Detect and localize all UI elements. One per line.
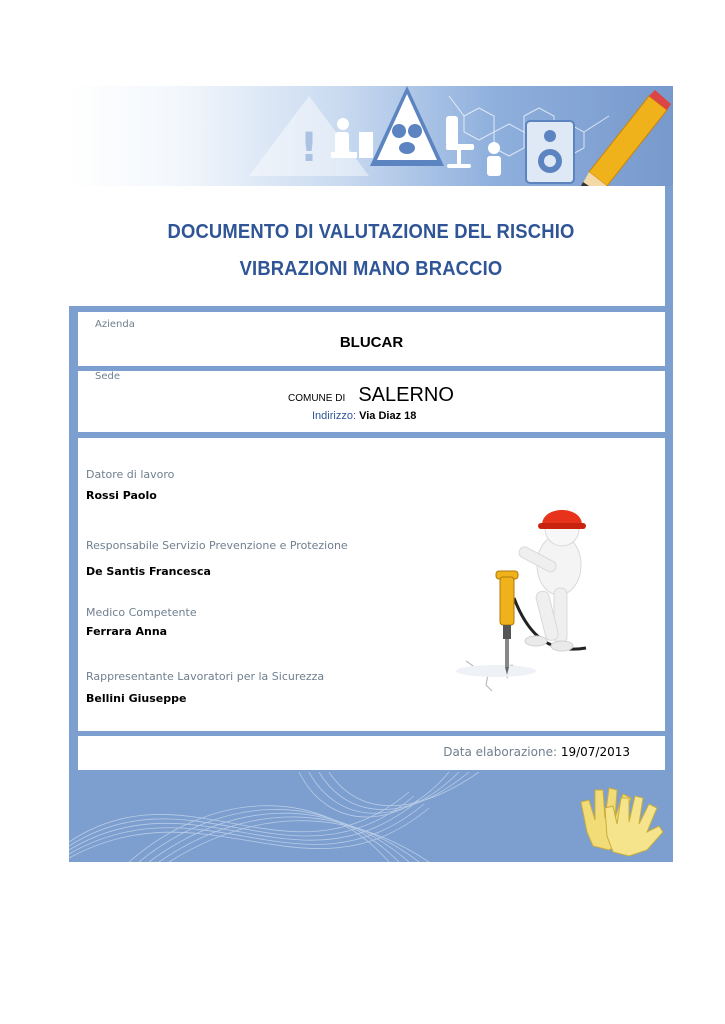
worker-icon <box>331 118 373 158</box>
chair-icon <box>446 116 474 168</box>
title-area <box>69 186 665 306</box>
azienda-box <box>78 312 665 366</box>
svg-text:!: ! <box>299 125 319 171</box>
rls-name: Bellini Giuseppe <box>86 692 187 705</box>
footer-wave-decoration <box>69 772 673 862</box>
comune-prefix: COMUNE DI <box>288 393 346 404</box>
right-border-strip <box>665 186 673 306</box>
pencil-icon <box>579 90 671 186</box>
datore-label: Datore di lavoro <box>86 468 175 481</box>
document-title-line1: DOCUMENTO DI VALUTAZIONE DEL RISCHIO <box>167 221 575 243</box>
azienda-value: BLUCAR <box>339 334 404 351</box>
comune-value: SALERNO <box>358 384 454 406</box>
document-title-line2: VIBRAZIONI MANO BRACCIO <box>239 258 503 280</box>
rls-label: Rappresentante Lavoratori per la Sicurezza <box>86 670 325 683</box>
medico-label: Medico Competente <box>86 606 197 619</box>
rspp-label: Responsabile Servizio Prevenzione e Protezione <box>86 539 348 552</box>
document-page <box>69 86 673 862</box>
data-elaborazione-box <box>78 736 665 770</box>
jackhammer-icon <box>496 571 518 675</box>
header-banner <box>69 86 673 186</box>
safety-icons-illustration <box>69 86 673 186</box>
sede-label: Sede <box>95 371 120 382</box>
footer-banner <box>69 772 673 862</box>
sede-box <box>78 371 665 432</box>
datore-name: Rossi Paolo <box>86 489 157 502</box>
people-box <box>78 438 665 731</box>
azienda-label: Azienda <box>95 319 135 330</box>
data-elaborazione-value: 19/07/2013 <box>560 745 630 759</box>
indirizzo-label: Indirizzo: <box>312 410 357 422</box>
medico-name: Ferrara Anna <box>86 625 168 638</box>
indirizzo-value: Via Diaz 18 <box>359 410 417 422</box>
jackhammer-worker-illustration <box>436 503 596 693</box>
data-elaborazione-label: Data elaborazione: <box>443 745 557 759</box>
rspp-name: De Santis Francesca <box>86 565 211 578</box>
